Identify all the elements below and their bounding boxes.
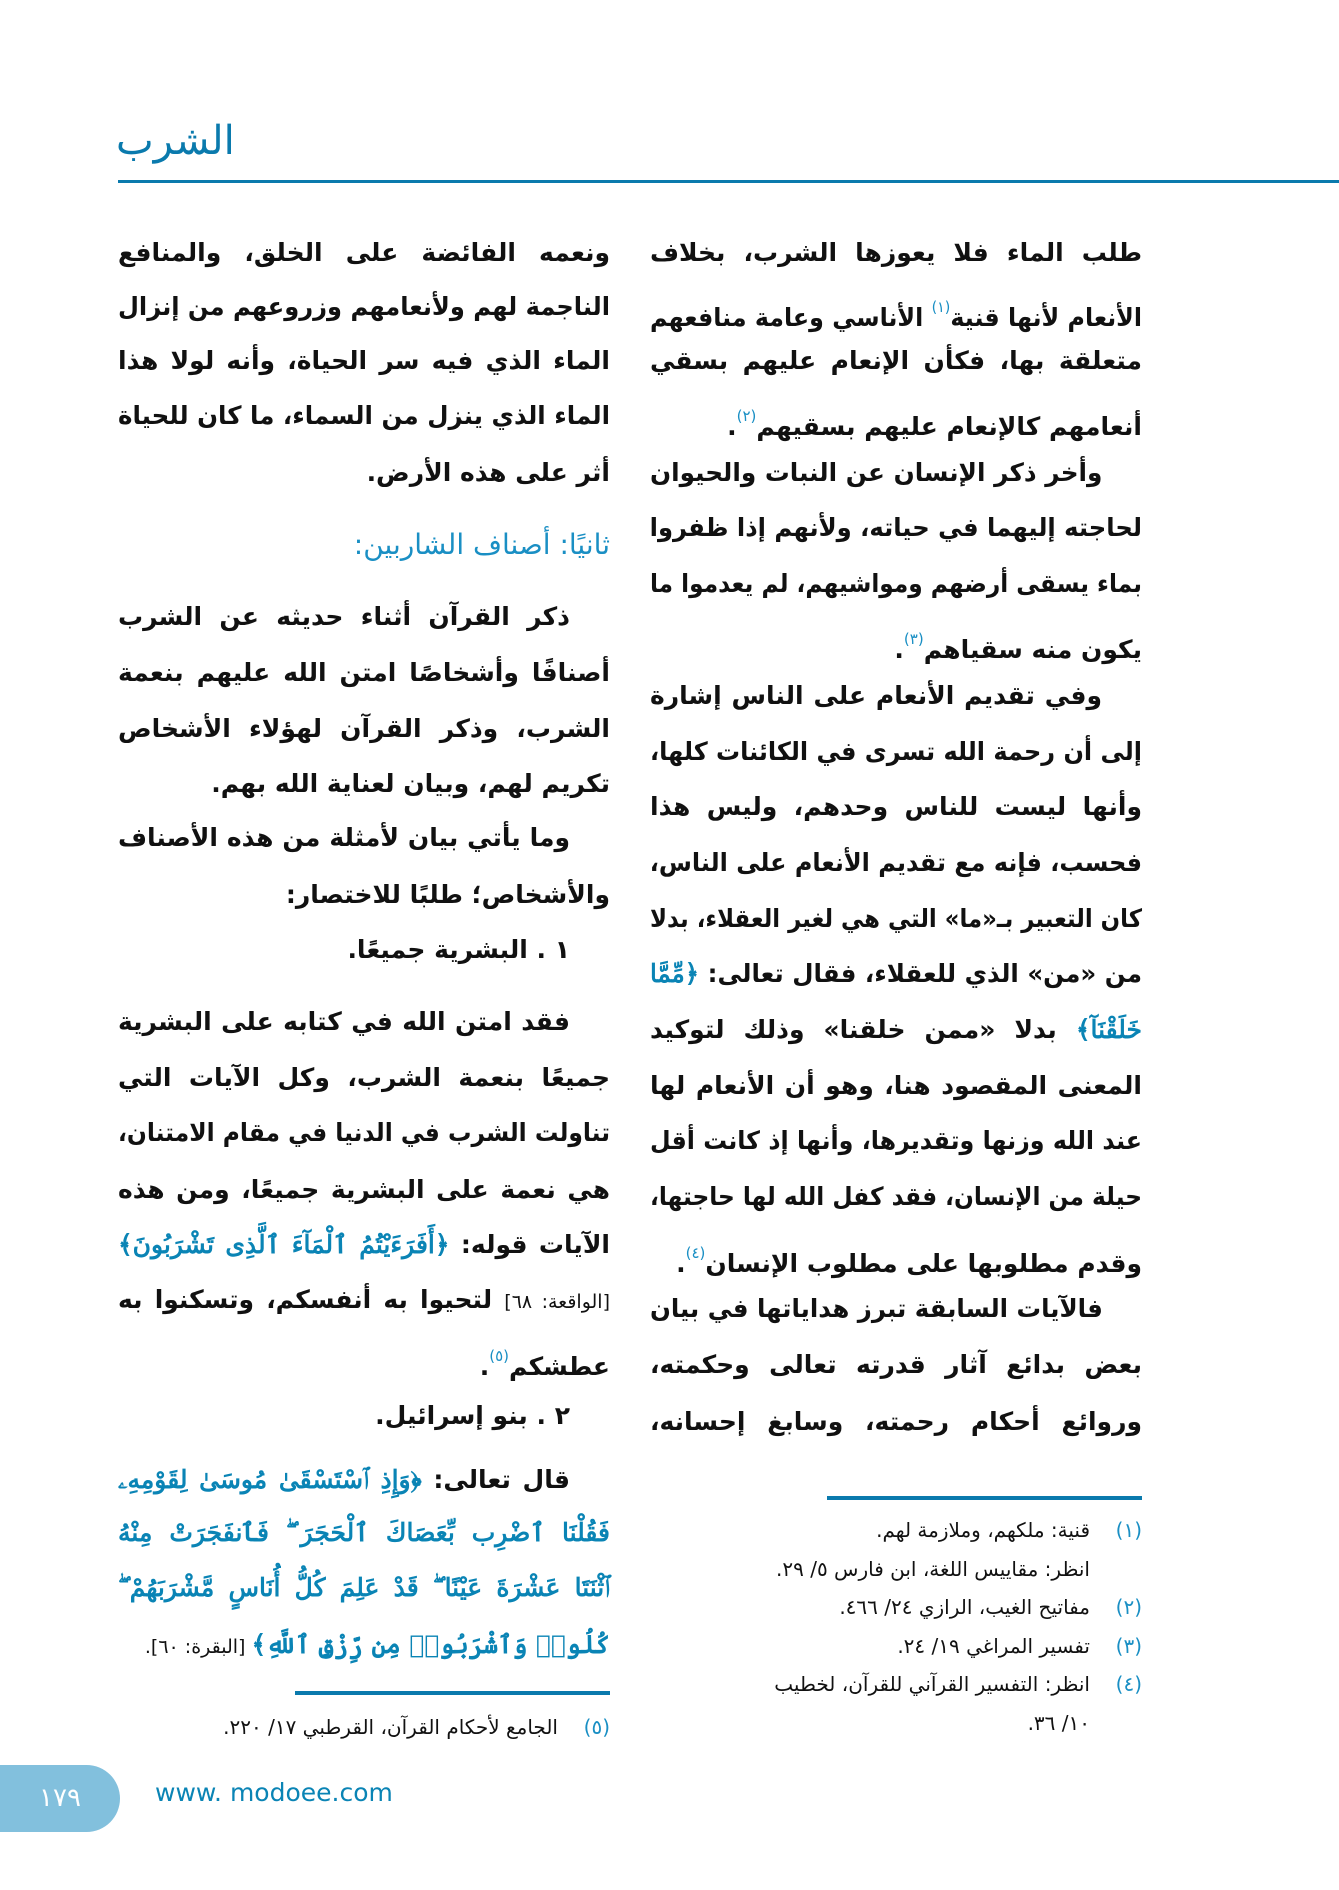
text-run: وما يأتي بيان لأمثلة من هذه الأصناف — [118, 823, 570, 852]
text-run: وروائع أحكام رحمته، وسابغ إحسانه، — [650, 1407, 1142, 1436]
text-line — [650, 1224, 1142, 1282]
text-line — [650, 278, 1142, 336]
list-item-heading — [118, 921, 610, 979]
text-run: فالآيات السابقة تبرز هداياتها في بيان — [649, 1294, 1103, 1323]
text-run: إلى أن رحمة الله تسرى في الكائنات كلها، — [650, 737, 1142, 766]
text-run: أنعامهم كالإنعام عليهم بسقيهم — [756, 412, 1142, 441]
text-run: وأخر ذكر الإنسان عن النبات والحيوان — [650, 458, 1103, 487]
verse-reference: [البقرة: ٦٠]. — [144, 1636, 252, 1658]
text-line — [650, 890, 1142, 948]
text-run: . — [479, 1352, 490, 1381]
text-run: الأناسي وعامة منافعهم — [650, 303, 932, 332]
footnote-number: (٥) — [583, 1715, 610, 1739]
text-line — [118, 700, 610, 758]
footnote-number: (٣) — [1115, 1633, 1142, 1658]
text-run: حيلة من الإنسان، فقد كفل الله لها حاجتها، — [650, 1182, 1142, 1211]
quran-verse: خَلَقْنَآ﴾ — [1075, 1015, 1142, 1044]
footnote-line — [650, 1550, 1142, 1588]
text-run: لحاجته إليهما في حياته، ولأنهم إذا ظفروا — [649, 513, 1142, 542]
text-line — [650, 555, 1142, 613]
text-run: ونعمه الفائضة على الخلق، والمنافع — [118, 238, 610, 267]
page-number-badge: ١٧٩ — [0, 1765, 120, 1832]
text-run: متعلقة بها، فكأن الإنعام عليهم بسقي — [650, 346, 1142, 375]
text-run: الماء الذي ينزل من السماء، ما كان للحياة — [118, 401, 610, 430]
text-run: من «من» الذي للعقلاء، فقال تعالى: — [699, 959, 1142, 988]
text-run: . — [894, 635, 904, 664]
text-run: جميعًا بنعمة الشرب، وكل الآيات التي — [118, 1063, 610, 1092]
text-run: لتحيوا به أنفسكم، وتسكنوا به — [118, 1285, 505, 1314]
text-line — [650, 1112, 1142, 1170]
text-run: طلب الماء فلا يعوزها الشرب، بخلاف — [650, 238, 1142, 267]
text-line — [650, 945, 1142, 1003]
quran-verse: ٱثْنَتَا عَشْرَةَ عَيْنًا ۖ قَدْ عَلِمَ كُلُّ أُنَاسٍ مَّشْرَبَهُمْ ۖ — [118, 1573, 610, 1602]
text-line — [650, 499, 1142, 557]
text-line — [650, 723, 1142, 781]
footnote-text: انظر: مقاييس اللغة، ابن فارس ٥/ ٢٩. — [776, 1556, 1090, 1581]
text-run: الشرب، وذكر القرآن لهؤلاء الأشخاص — [118, 714, 610, 743]
text-run: عطشكم — [508, 1352, 610, 1381]
footnote-line — [650, 1704, 1142, 1742]
text-run: بعض بدائع آثار قدرته تعالى وحكمته، — [650, 1350, 1142, 1379]
text-run: الماء الذي فيه سر الحياة، وأنه لولا هذا — [118, 346, 610, 375]
text-run: وفي تقديم الأنعام على الناس إشارة — [650, 681, 1102, 710]
text-line — [650, 1336, 1142, 1394]
text-run: ١ . البشرية جميعًا. — [347, 935, 570, 964]
text-run: الناجمة لهم ولأنعامهم وزروعهم من إنزال — [118, 292, 610, 321]
text-run: . — [676, 1249, 686, 1278]
footnote-text: ١٠/ ٣٦. — [1027, 1710, 1090, 1735]
footnote-text: انظر: التفسير القرآني للقرآن، لخطيب — [774, 1672, 1090, 1696]
footnote-marker: (١) — [931, 298, 951, 316]
quran-verse: فَقُلْنَا ٱضْرِب بِّعَصَاكَ ٱلْحَجَرَ ۖ فَٱنفَجَرَتْ مِنْهُ — [118, 1518, 610, 1547]
text-run: ثانيًا: أصناف الشاربين: — [353, 528, 610, 561]
text-line — [118, 588, 610, 646]
footnote-marker: (٢) — [736, 407, 757, 425]
text-line — [118, 755, 610, 813]
footnote-marker: (٣) — [903, 630, 924, 648]
text-run: ٢ . بنو إسرائيل. — [375, 1401, 570, 1430]
text-line — [118, 1161, 610, 1219]
right-footnote-rule — [827, 1496, 1142, 1500]
footnote-number: (٢) — [1115, 1595, 1142, 1619]
text-run: والأشخاص؛ طلبًا للاختصار: — [285, 880, 610, 909]
footnote-marker: (٥) — [489, 1347, 509, 1365]
text-run: المعنى المقصود هنا، وهو أن الأنعام لها — [650, 1071, 1142, 1100]
text-run: قال تعالى: — [421, 1465, 571, 1494]
footnote-number: (٤) — [1115, 1672, 1142, 1696]
header-rule — [118, 180, 1339, 183]
footnote-line — [118, 1708, 610, 1746]
footnote-text: قنية: ملكهم، وملازمة لهم. — [876, 1518, 1090, 1542]
text-line — [118, 224, 610, 282]
text-run: يكون منه سقياهم — [923, 635, 1142, 664]
text-line — [118, 1451, 610, 1509]
text-run: الآيات قوله: — [449, 1230, 610, 1259]
text-line — [118, 387, 610, 445]
text-line — [650, 332, 1142, 390]
running-header-title: الشرب — [116, 118, 235, 164]
text-line — [118, 278, 610, 336]
footnote-marker: (٤) — [685, 1244, 706, 1262]
list-item-heading — [118, 1387, 610, 1445]
text-run: فقد امتن الله في كتابه على البشرية — [118, 1007, 570, 1036]
text-run: . — [727, 412, 737, 441]
quran-verse: كُلُوا۟ وَٱشْرَبُوا۟ مِن رِّزْقِ ٱللَّهِ﴾ — [251, 1630, 610, 1659]
website-url: www. modoee.com — [155, 1778, 393, 1807]
quran-verse: ﴿أَفَرَءَيْتُمُ ٱلْمَآءَ ٱلَّذِى تَشْرَبُونَ﴾ — [118, 1230, 450, 1259]
text-line — [118, 1049, 610, 1107]
text-line — [650, 1001, 1142, 1059]
text-line — [650, 1280, 1142, 1338]
text-run: أثر على هذه الأرض. — [366, 458, 610, 487]
quran-verse: ﴿مِّمَّا — [650, 959, 700, 988]
text-line — [118, 1616, 610, 1674]
text-line — [118, 1327, 610, 1385]
text-run: الأنعام لأنها قنية — [950, 303, 1142, 332]
text-line — [650, 667, 1142, 725]
text-run: عند الله وزنها وتقديرها، وأنها إذ كانت أقل — [650, 1126, 1142, 1155]
text-run: هي نعمة على البشرية جميعًا، ومن هذه — [118, 1175, 610, 1204]
text-line — [650, 610, 1142, 668]
text-run: بدلا «ممن خلقنا» وذلك لتوكيد — [650, 1015, 1076, 1044]
text-line — [118, 866, 610, 924]
text-line — [118, 1559, 610, 1617]
text-line — [118, 809, 610, 867]
text-line — [118, 644, 610, 702]
section-heading — [118, 516, 610, 574]
text-line — [650, 834, 1142, 892]
text-line — [118, 444, 610, 502]
text-line — [650, 224, 1142, 282]
text-line — [650, 387, 1142, 445]
text-line — [118, 993, 610, 1051]
text-run: وأنها ليست للناس وحدهم، وليس هذا — [650, 792, 1142, 821]
text-line — [118, 1216, 610, 1274]
footnote-text: الجامع لأحكام القرآن، القرطبي ١٧/ ٢٢٠. — [223, 1715, 558, 1739]
footnote-line — [650, 1665, 1142, 1703]
footnote-text: مفاتيح الغيب، الرازي ٢٤/ ٤٦٦. — [839, 1595, 1090, 1619]
text-run: تناولت الشرب في الدنيا في مقام الامتنان، — [118, 1118, 610, 1147]
text-run: ذكر القرآن أثناء حديثه عن الشرب — [118, 602, 570, 631]
text-run: بماء يسقى أرضهم ومواشيهم، لم يعدموا ما — [649, 569, 1142, 598]
text-line — [650, 1168, 1142, 1226]
text-line — [650, 1057, 1142, 1115]
text-run: تكريم لهم، وبيان لعناية الله بهم. — [211, 769, 610, 798]
text-run: فحسب، فإنه مع تقديم الأنعام على الناس، — [649, 848, 1142, 877]
left-footnote-rule — [295, 1691, 610, 1695]
footnote-line — [650, 1511, 1142, 1549]
footnote-line — [650, 1588, 1142, 1626]
quran-verse: ﴿وَإِذِ ٱسْتَسْقَىٰ مُوسَىٰ لِقَوْمِهِۦ — [118, 1465, 422, 1494]
text-run: وقدم مطلوبها على مطلوب الإنسان — [705, 1249, 1142, 1278]
text-line — [118, 1104, 610, 1162]
text-line — [650, 778, 1142, 836]
text-run: كان التعبير بـ«ما» التي هي لغير العقلاء، بدلا — [650, 904, 1142, 933]
text-line — [118, 1271, 610, 1329]
footnote-number: (١) — [1115, 1518, 1142, 1542]
text-line — [118, 332, 610, 390]
text-line — [118, 1504, 610, 1562]
text-run: أصنافًا وأشخاصًا امتن الله عليهم بنعمة — [118, 658, 610, 687]
text-line — [650, 444, 1142, 502]
text-line — [650, 1393, 1142, 1451]
verse-reference: [الواقعة: ٦٨] — [504, 1291, 611, 1313]
footnote-line — [650, 1627, 1142, 1665]
footnote-text: تفسير المراغي ١٩/ ٢٤. — [897, 1633, 1090, 1658]
